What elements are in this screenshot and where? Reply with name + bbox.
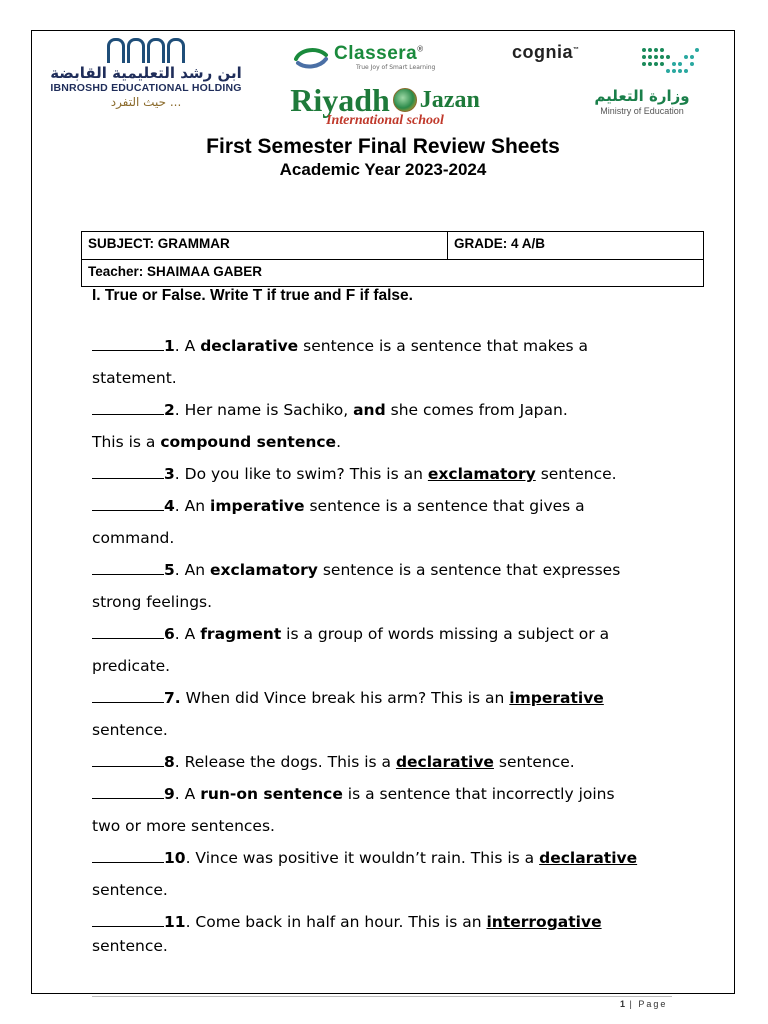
ibnroshd-logo bbox=[38, 38, 254, 110]
question-2-continued: This is a compound sentence. bbox=[92, 433, 342, 451]
classera-name: Classera bbox=[334, 43, 418, 64]
ibnroshd-arabic-name: ابن رشد التعليمية القابضة bbox=[50, 64, 242, 82]
footer-separator: | bbox=[625, 999, 639, 1009]
info-row bbox=[82, 232, 703, 260]
page-label: Page bbox=[638, 999, 668, 1009]
answer-blank[interactable] bbox=[92, 848, 164, 863]
question-5: 5. An exclamatory sentence is a sentence that expresses bbox=[92, 559, 620, 581]
riyadh-text: Riyadh bbox=[290, 82, 390, 118]
classera-logo: Classera® True Joy of Smart Learning bbox=[292, 44, 435, 71]
ministry-of-education-logo bbox=[594, 86, 690, 116]
question-10: 10. Vince was positive it wouldn’t rain. This is a declarative bbox=[92, 847, 637, 869]
page-number: 1 bbox=[620, 999, 626, 1009]
question-1-continued: statement. bbox=[92, 369, 177, 387]
ministry-arabic-name: وزارة التعليم bbox=[594, 87, 690, 105]
ibnroshd-tagline: حيث التفرد ... bbox=[110, 95, 182, 109]
question-6-continued: predicate. bbox=[92, 657, 171, 675]
question-3: 3. Do you like to swim? This is an exclamatory sentence. bbox=[92, 463, 617, 485]
ministry-english-name: Ministry of Education bbox=[600, 106, 684, 116]
teacher-cell: Teacher: SHAIMAA GABER bbox=[88, 264, 263, 279]
answer-blank[interactable] bbox=[92, 464, 164, 479]
question-11: 11. Come back in half an hour. This is an interrogative bbox=[92, 911, 602, 933]
grade-cell: GRADE: 4 A/B bbox=[454, 236, 546, 251]
answer-blank[interactable] bbox=[92, 560, 164, 575]
classera-swirl-icon bbox=[292, 47, 330, 69]
question-9: 9. A run-on sentence is a sentence that incorrectly joins bbox=[92, 783, 615, 805]
answer-blank[interactable] bbox=[92, 496, 164, 511]
classera-tagline: True Joy of Smart Learning bbox=[356, 64, 436, 71]
info-row bbox=[82, 260, 703, 286]
section-title: I. True or False. Write T if true and F if false. bbox=[92, 287, 413, 304]
answer-blank[interactable] bbox=[92, 688, 164, 703]
question-10-continued: sentence. bbox=[92, 881, 168, 899]
question-7-continued: sentence. bbox=[92, 721, 168, 739]
question-6: 6. A fragment is a group of words missing a subject or a bbox=[92, 623, 609, 645]
answer-blank[interactable] bbox=[92, 336, 164, 351]
page-subtitle: Academic Year 2023-2024 bbox=[279, 160, 487, 179]
subject-cell: SUBJECT: GRAMMAR bbox=[88, 236, 230, 251]
answer-blank[interactable] bbox=[92, 624, 164, 639]
jazan-text: Jazan bbox=[419, 87, 480, 113]
ibnroshd-english-name: IBNROSHD EDUCATIONAL HOLDING bbox=[50, 82, 242, 94]
info-table bbox=[81, 231, 704, 287]
riyadh-jazan-logo bbox=[258, 84, 512, 129]
question-4: 4. An imperative sentence is a sentence that gives a bbox=[92, 495, 585, 517]
cell-divider bbox=[447, 232, 448, 259]
page-footer bbox=[620, 999, 667, 1009]
question-4-continued: command. bbox=[92, 529, 175, 547]
international-school-text: International school bbox=[326, 113, 444, 128]
question-5-continued: strong feelings. bbox=[92, 593, 213, 611]
ministry-dots-icon bbox=[640, 44, 700, 76]
question-1: 1. A declarative sentence is a sentence that makes a bbox=[92, 335, 588, 357]
answer-blank[interactable] bbox=[92, 400, 164, 415]
globe-icon bbox=[393, 88, 417, 112]
question-9-continued: two or more sentences. bbox=[92, 817, 275, 835]
question-11-continued: sentence. bbox=[92, 937, 168, 955]
arches-icon bbox=[38, 38, 254, 64]
page-title: First Semester Final Review Sheets bbox=[206, 135, 560, 158]
answer-blank[interactable] bbox=[92, 752, 164, 767]
footer-divider bbox=[92, 996, 672, 997]
question-8: 8. Release the dogs. This is a declarative sentence. bbox=[92, 751, 575, 773]
cognia-logo: cognia™ bbox=[512, 42, 580, 62]
cognia-name: cognia bbox=[512, 42, 574, 62]
answer-blank[interactable] bbox=[92, 912, 164, 927]
answer-blank[interactable] bbox=[92, 784, 164, 799]
question-7: 7. When did Vince break his arm? This is an imperative bbox=[92, 687, 604, 709]
question-2: 2. Her name is Sachiko, and she comes from Japan. bbox=[92, 399, 568, 421]
